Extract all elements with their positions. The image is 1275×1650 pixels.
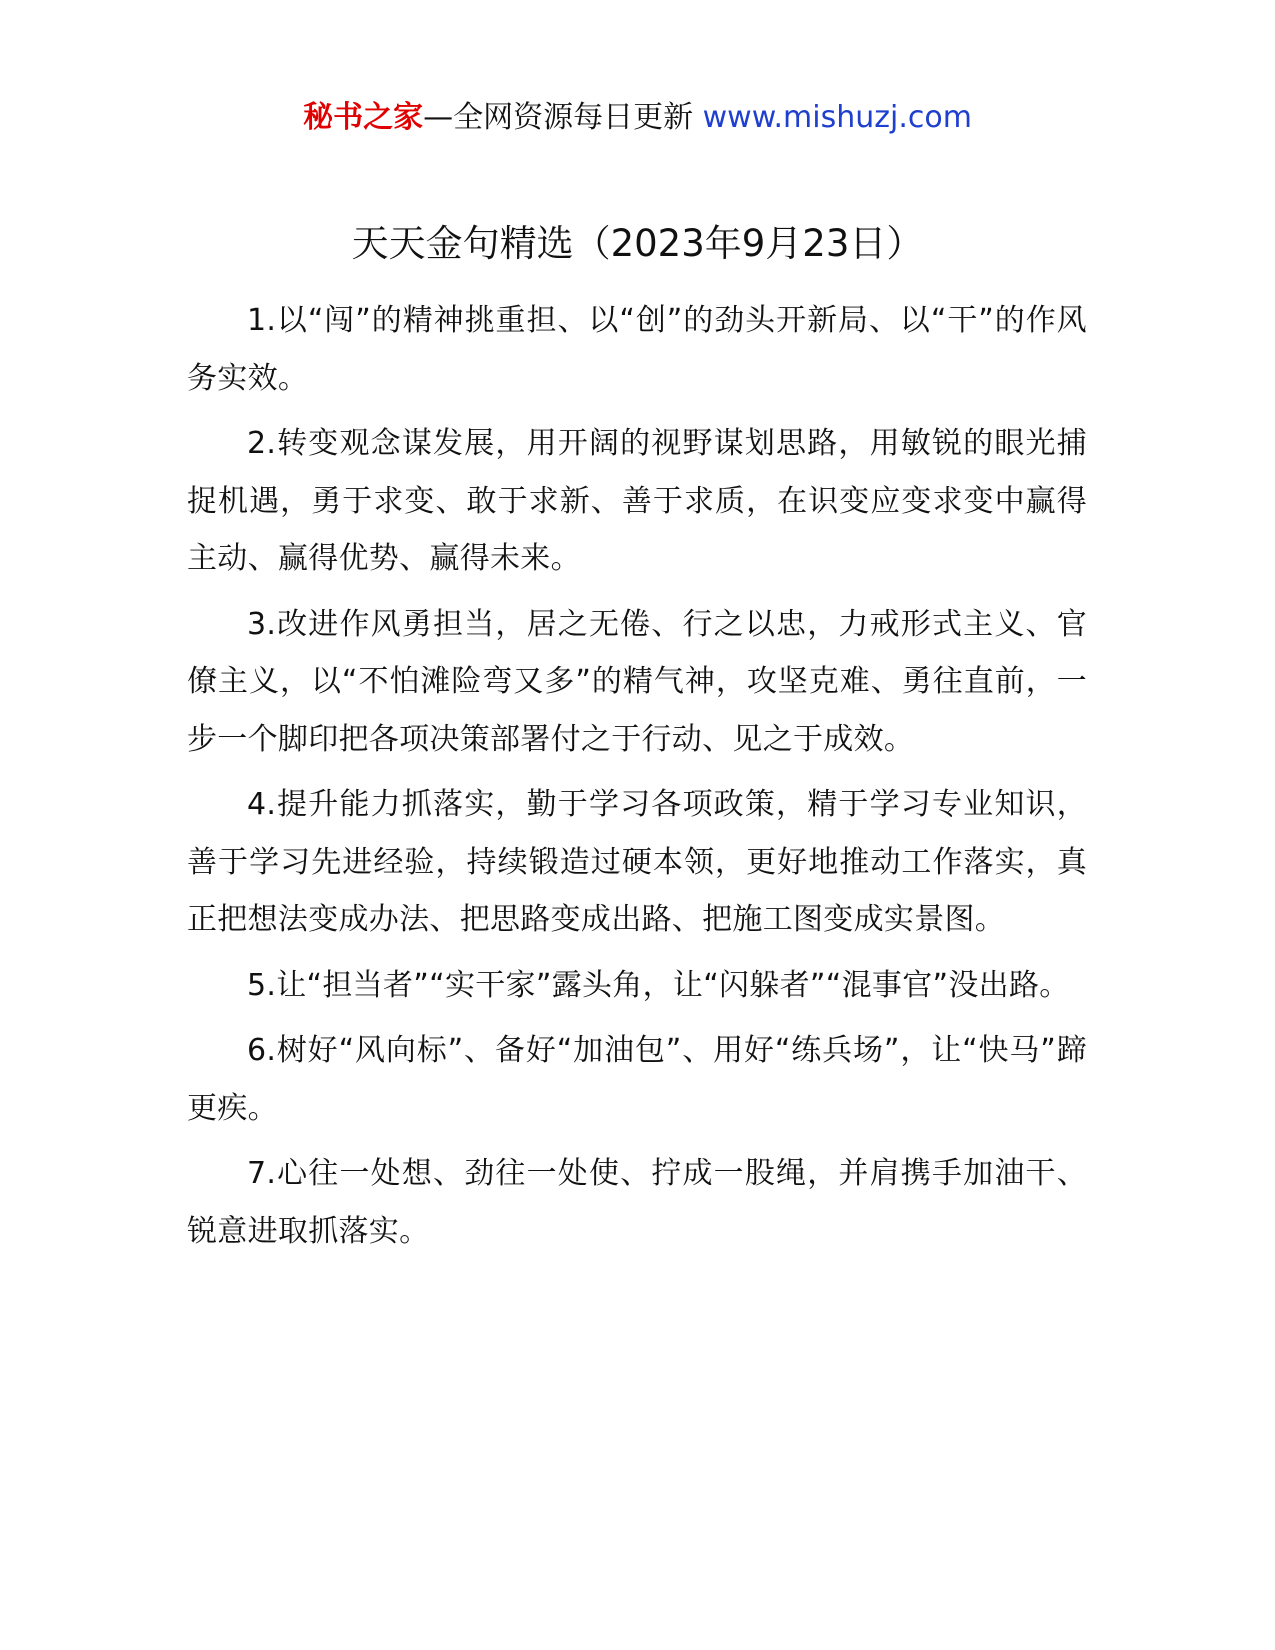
document-body bbox=[187, 292, 1087, 1268]
quote-item-2: 2.转变观念谋发展，用开阔的视野谋划思路，用敏锐的眼光捕捉机遇，勇于求变、敢于求新、善于求质，在识变应变求变中赢得主动、赢得优势、赢得未来。 bbox=[187, 426, 1087, 576]
document-title: 天天金句精选（2023年9月23日） bbox=[351, 222, 924, 265]
quote-item-4: 4.提升能力抓落实，勤于学习各项政策，精于学习专业知识，善于学习先进经验，持续锻造过硬本领，更好地推动工作落实，真正把想法变成办法、把思路变成出路、把施工图变成实景图。 bbox=[187, 787, 1087, 937]
site-header bbox=[0, 96, 1275, 140]
site-url: www.mishuzj.com bbox=[702, 100, 972, 135]
quote-item-5: 5.让“担当者”“实干家”露头角，让“闪躲者”“混事官”没出路。 bbox=[247, 967, 1070, 1003]
header-slogan: —全网资源每日更新 bbox=[423, 100, 694, 135]
quote-item-1: 1.以“闯”的精神挑重担、以“创”的劲头开新局、以“干”的作风务实效。 bbox=[187, 303, 1087, 396]
quote-item-6: 6.树好“风向标”、备好“加油包”、用好“练兵场”，让“快马”蹄更疾。 bbox=[187, 1033, 1087, 1126]
quote-item-3: 3.改进作风勇担当，居之无倦、行之以忠，力戒形式主义、官僚主义，以“不怕滩险弯又多”的精气神，攻坚克难、勇往直前，一步一个脚印把各项决策部署付之于行动、见之于成效。 bbox=[187, 606, 1087, 757]
brand-name: 秘书之家 bbox=[303, 100, 424, 135]
quote-item-7: 7.心往一处想、劲往一处使、拧成一股绳，并肩携手加油干、锐意进取抓落实。 bbox=[187, 1156, 1087, 1249]
